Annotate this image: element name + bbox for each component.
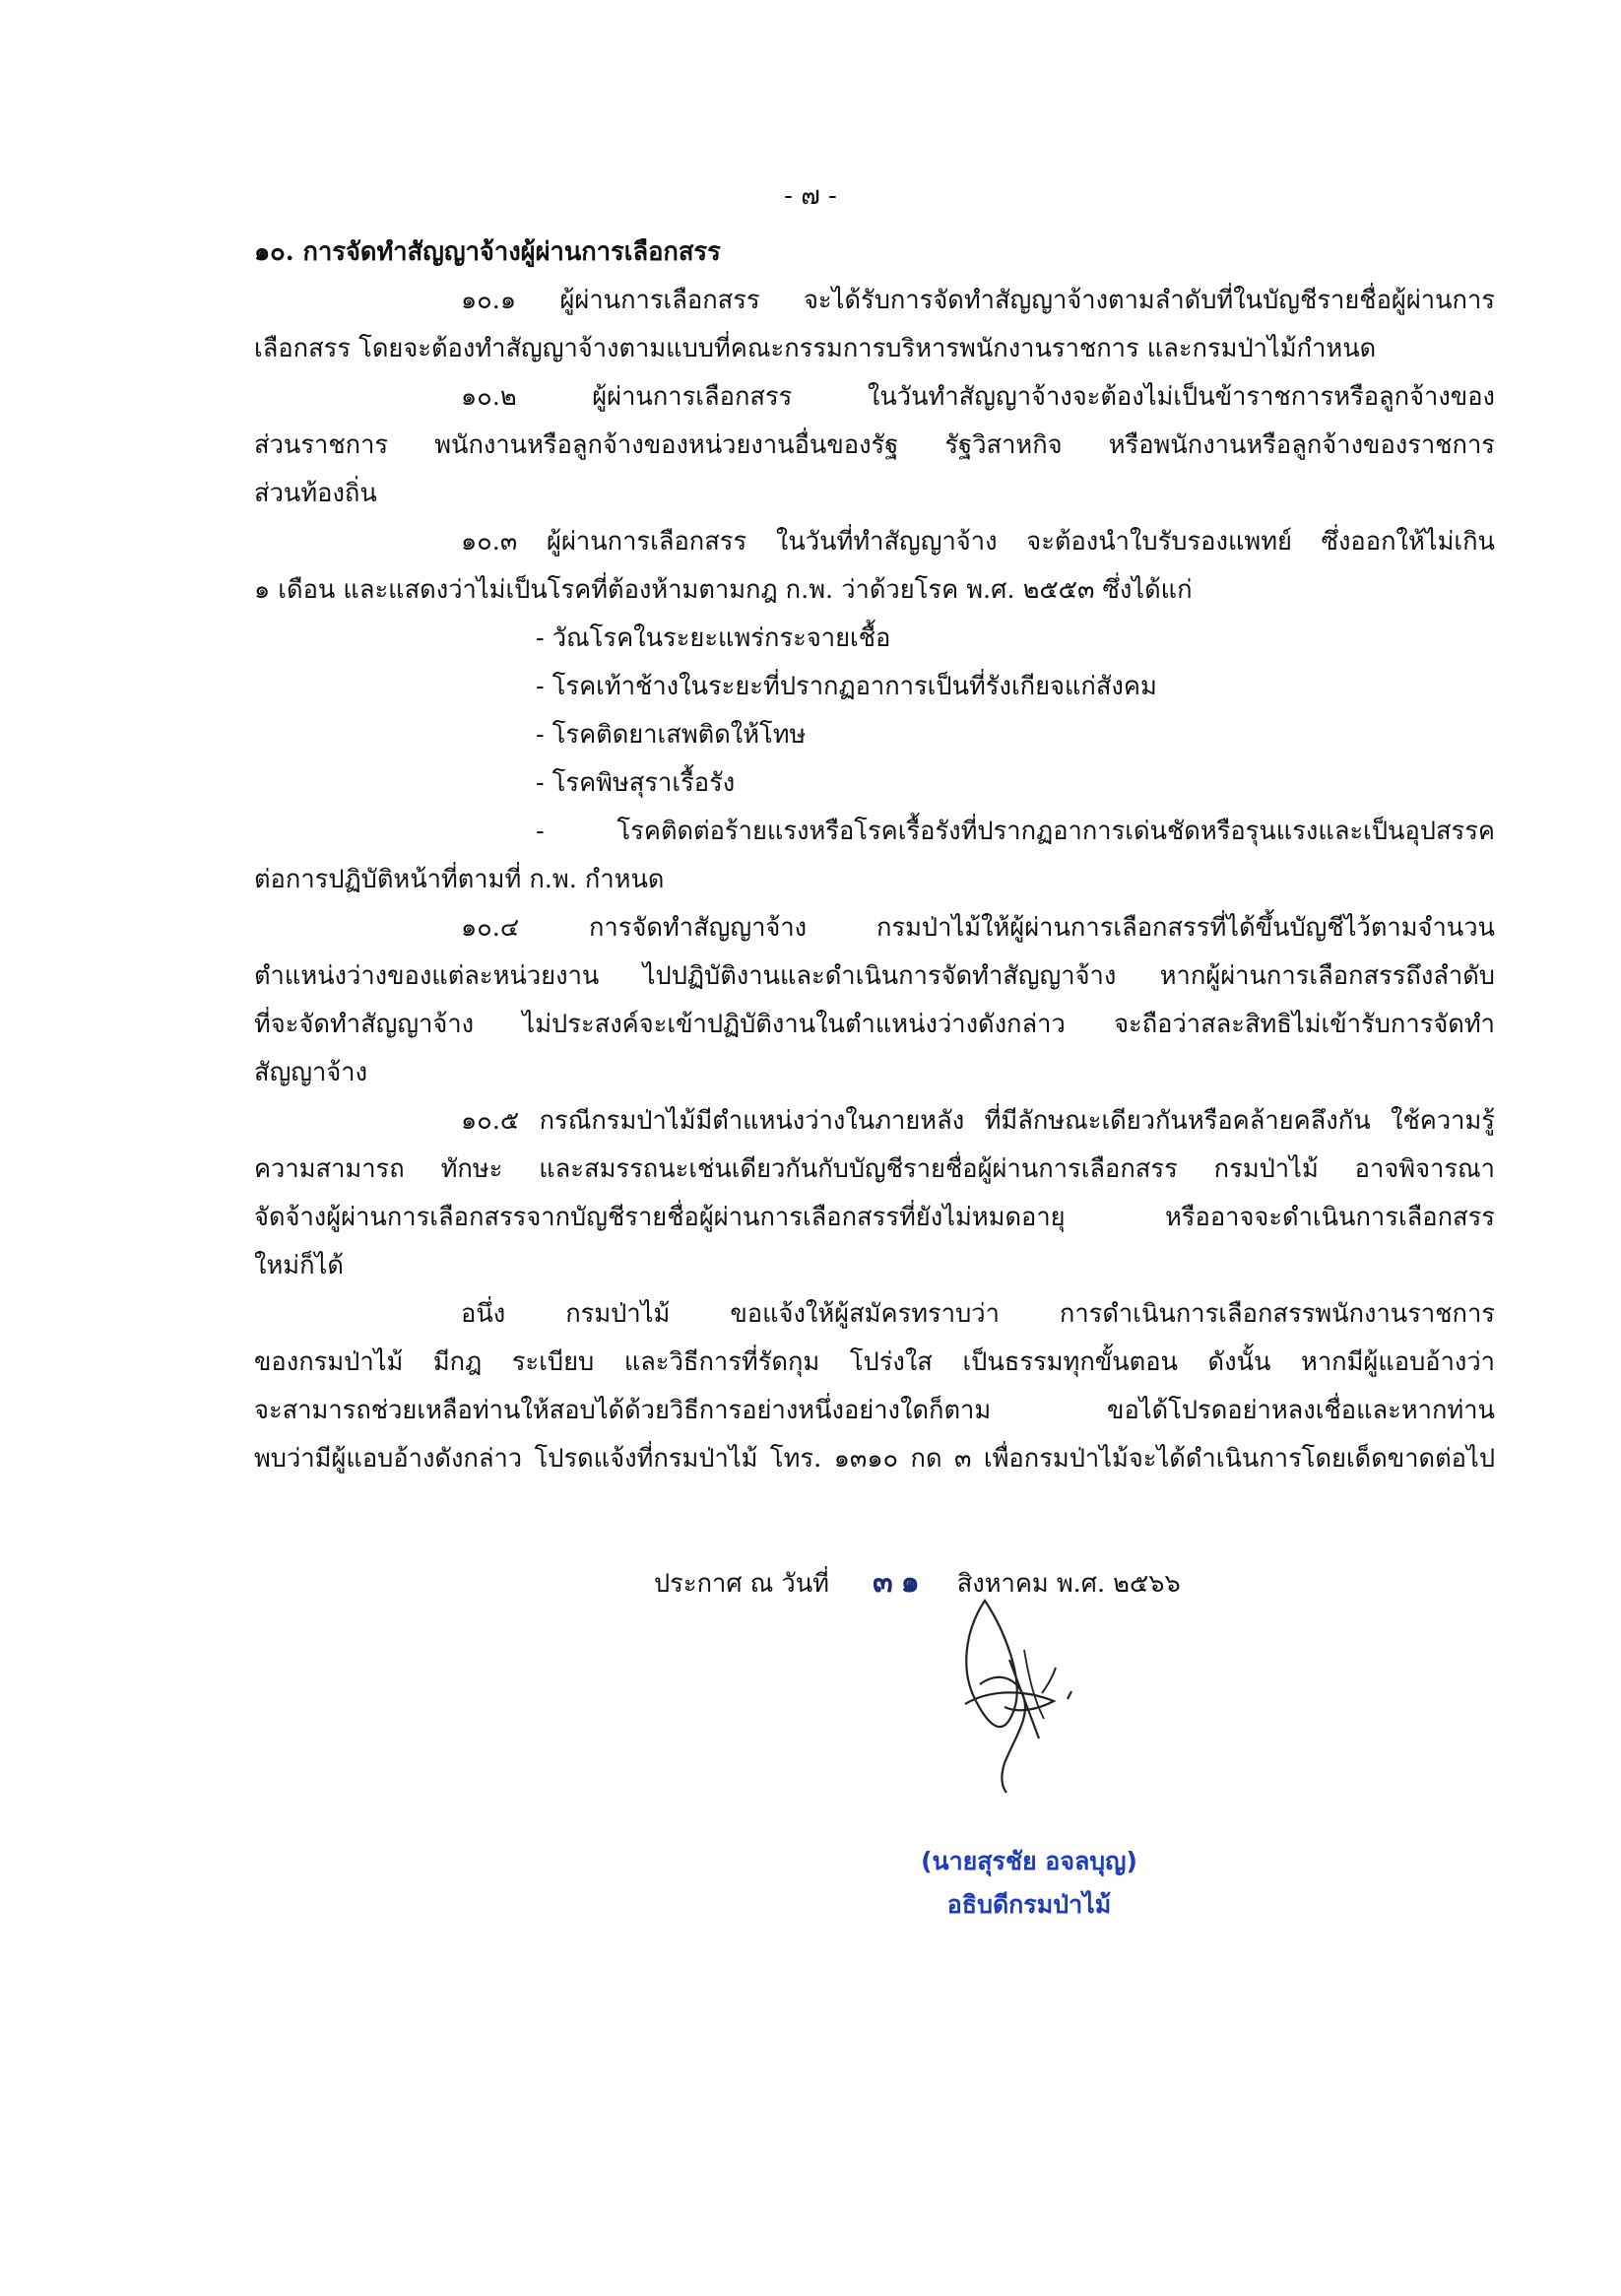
notice-line-3: จะสามารถช่วยเหลือท่านให้สอบได้ด้วยวิธีการอย่างหนึ่งอย่างใดก็ตาม ขอได้โปรดอย่าหลงเชื่อและหากท่าน xyxy=(254,1396,1495,1425)
disease-item: - วัณโรคในระยะแพร่กระจายเชื้อ xyxy=(536,623,891,653)
clause-10-5 xyxy=(254,1097,1495,1290)
notice-paragraph xyxy=(254,1290,1495,1483)
clause-10-1-line-2: เลือกสรร โดยจะต้องทำสัญญาจ้างตามแบบที่คณะกรรมการบริหารพนักงานราชการ และกรมป่าไม้กำหนด xyxy=(254,334,1377,363)
clause-10-2-line-1: ๑๐.๒ ผู้ผ่านการเลือกสรร ในวันทำสัญญาจ้างจะต้องไม่เป็นข้าราชการหรือลูกจ้างของ xyxy=(461,382,1495,412)
clause-10-5-line-3: จัดจ้างผู้ผ่านการเลือกสรรจากบัญชีรายชื่อผู้ผ่านการเลือกสรรที่ยังไม่หมดอายุ หรืออาจจะดำเนินการเลือกสรร xyxy=(254,1203,1495,1232)
disease-tail: ต่อการปฏิบัติหน้าที่ตามที่ ก.พ. กำหนด xyxy=(254,865,665,894)
clause-10-1-line-1: ๑๐.๑ ผู้ผ่านการเลือกสรร จะได้รับการจัดทำสัญญาจ้างตามลำดับที่ในบัญชีรายชื่อผู้ผ่านการ xyxy=(461,286,1495,315)
handwritten-day: ๓๑ xyxy=(873,1565,928,1600)
clause-10-2-line-2: ส่วนราชการ พนักงานหรือลูกจ้างของหน่วยงานอื่นของรัฐ รัฐวิสาหกิจ หรือพนักงานหรือลูกจ้างของราชการ xyxy=(254,430,1495,460)
clause-10-3 xyxy=(254,518,1495,904)
signer-title: อธิบดีกรมป่าไม้ xyxy=(946,1890,1112,1919)
clause-10-5-line-4: ใหม่ก็ได้ xyxy=(254,1251,344,1280)
clause-10-3-line-2: ๑ เดือน และแสดงว่าไม่เป็นโรคที่ต้องห้ามตามกฎ ก.พ. ว่าด้วยโรค พ.ศ. ๒๕๕๓ ซึ่งได้แก่ xyxy=(254,575,1193,605)
disease-item: - โรคเท้าช้างในระยะที่ปรากฏอาการเป็นที่รังเกียจแก่สังคม xyxy=(536,672,1157,701)
clause-10-5-line-2: ความสามารถ ทักษะ และสมรรถนะเช่นเดียวกันกับบัญชีรายชื่อผู้ผ่านการเลือกสรร กรมป่าไม้ อาจพิจารณา xyxy=(254,1154,1495,1184)
document-body xyxy=(254,229,1495,1483)
announce-prefix: ประกาศ ณ วันที่ xyxy=(654,1569,829,1599)
clause-10-5-line-1: ๑๐.๕ กรณีกรมป่าไม้มีตำแหน่งว่างในภายหลัง ที่มีลักษณะเดียวกันหรือคล้ายคลึงกัน ใช้ความรู้ xyxy=(461,1106,1495,1136)
clause-10-3-line-1: ๑๐.๓ ผู้ผ่านการเลือกสรร ในวันที่ทำสัญญาจ้าง จะต้องนำใบรับรองแพทย์ ซึ่งออกให้ไม่เกิน xyxy=(461,527,1495,557)
disease-item: - โรคพิษสุราเรื้อรัง xyxy=(536,768,736,798)
clause-10-4-line-3: ที่จะจัดทำสัญญาจ้าง ไม่ประสงค์จะเข้าปฏิบัติงานในตำแหน่งว่างดังกล่าว จะถือว่าสละสิทธิไม่เข้ารับการจัดทำ xyxy=(254,1010,1495,1039)
signature-image xyxy=(945,1591,1113,1798)
clause-10-4-line-4: สัญญาจ้าง xyxy=(254,1058,368,1087)
clause-10-4-line-1: ๑๐.๔ การจัดทำสัญญาจ้าง กรมป่าไม้ให้ผู้ผ่านการเลือกสรรที่ได้ขึ้นบัญชีไว้ตามจำนวน xyxy=(461,913,1495,943)
clause-10-1 xyxy=(254,277,1495,373)
announce-suffix: สิงหาคม พ.ศ. ๒๕๖๖ xyxy=(956,1569,1181,1599)
clause-10-4-line-2: ตำแหน่งว่างของแต่ละหน่วยงาน ไปปฏิบัติงานและดำเนินการจัดทำสัญญาจ้าง หากผู้ผ่านการเลือกสรรถึงลำดับ xyxy=(254,961,1495,991)
disease-item: - โรคติดยาเสพติดให้โทษ xyxy=(536,720,807,750)
clause-10-2-line-3: ส่วนท้องถิ่น xyxy=(254,479,377,508)
page-number: - ๗ - xyxy=(784,181,837,211)
notice-line-1: อนึ่ง กรมป่าไม้ ขอแจ้งให้ผู้สมัครทราบว่า การดำเนินการเลือกสรรพนักงานราชการ xyxy=(461,1299,1495,1329)
clause-10-4 xyxy=(254,904,1495,1097)
notice-line-2: ของกรมป่าไม้ มีกฎ ระเบียบ และวิธีการที่รัดกุม โปร่งใส เป็นธรรมทุกขั้นตอน ดังนั้น หากมีผู้แอบอ้างว่า xyxy=(254,1347,1495,1377)
clause-10-2 xyxy=(254,373,1495,518)
notice-line-4: พบว่ามีผู้แอบอ้างดังกล่าว โปรดแจ้งที่กรมป่าไม้ โทร. ๑๓๑๐ กด ๓ เพื่อกรมป่าไม้จะได้ดำเนินการโดยเด็ดขาดต่อไป xyxy=(254,1444,1495,1474)
disease-item: - โรคติดต่อร้ายแรงหรือโรคเรื้อรังที่ปรากฏอาการเด่นชัดหรือรุนแรงและเป็นอุปสรรค xyxy=(536,817,1495,846)
signer-name: (นายสุรชัย อจลบุญ) xyxy=(921,1847,1137,1875)
section-heading: ๑๐. การจัดทำสัญญาจ้างผู้ผ่านการเลือกสรร xyxy=(254,237,721,267)
signer-block xyxy=(886,1840,1172,1927)
